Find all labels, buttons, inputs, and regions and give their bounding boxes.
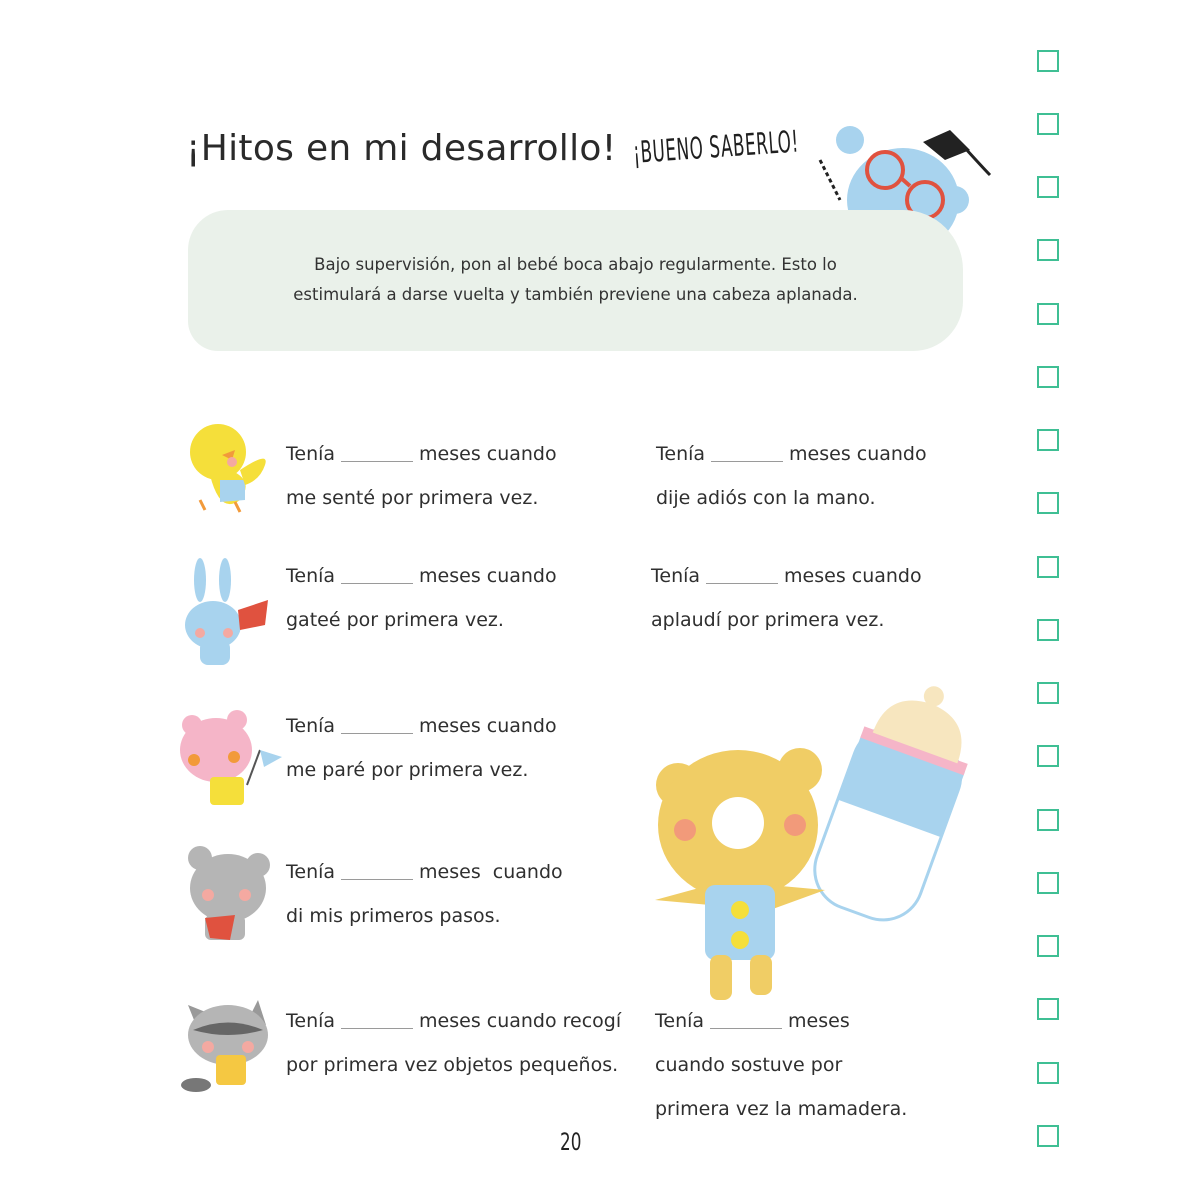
- milestone-when: meses cuando: [419, 715, 557, 737]
- months-blank[interactable]: [710, 1010, 782, 1029]
- checkbox[interactable]: [1037, 745, 1059, 767]
- milestone-text-continued: primera vez la mamadera.: [655, 1098, 908, 1120]
- checkbox[interactable]: [1037, 239, 1059, 261]
- checkbox[interactable]: [1037, 113, 1059, 135]
- checkbox[interactable]: [1037, 998, 1059, 1020]
- months-blank[interactable]: [341, 565, 413, 584]
- checkbox[interactable]: [1037, 492, 1059, 514]
- checkbox[interactable]: [1037, 682, 1059, 704]
- mouse-icon: [180, 840, 275, 955]
- milestone-text: gateé por primera vez.: [286, 609, 504, 631]
- milestone-lead: Tenía: [651, 565, 701, 587]
- bunny-icon: [180, 555, 275, 670]
- bear-with-bottle-icon: [650, 685, 970, 1005]
- milestone-text: aplaudí por primera vez.: [651, 609, 885, 631]
- milestone-2: [656, 432, 927, 520]
- checkbox[interactable]: [1037, 366, 1059, 388]
- milestone-when: meses cuando: [789, 443, 927, 465]
- checkbox[interactable]: [1037, 872, 1059, 894]
- pink-bear-icon: [172, 705, 287, 815]
- milestone-when: meses cuando: [419, 443, 557, 465]
- checkbox[interactable]: [1037, 556, 1059, 578]
- months-blank[interactable]: [711, 443, 783, 462]
- tip-line-1: Bajo supervisión, pon al bebé boca abajo regularmente. Esto lo: [314, 255, 837, 274]
- months-blank[interactable]: [341, 1010, 413, 1029]
- milestone-lead: Tenía: [286, 443, 336, 465]
- milestone-lead: Tenía: [286, 715, 336, 737]
- milestone-4: [651, 554, 922, 642]
- milestone-3: [286, 554, 557, 642]
- tip-text: [188, 250, 963, 310]
- checkbox[interactable]: [1037, 619, 1059, 641]
- milestone-when: meses cuando: [419, 565, 557, 587]
- checkbox[interactable]: [1037, 429, 1059, 451]
- checkbox[interactable]: [1037, 1062, 1059, 1084]
- milestone-when: meses cuando recogí: [419, 1010, 622, 1032]
- checkbox[interactable]: [1037, 1125, 1059, 1147]
- milestone-6: [286, 850, 563, 938]
- milestone-7: [286, 999, 621, 1087]
- months-blank[interactable]: [706, 565, 778, 584]
- months-blank[interactable]: [341, 715, 413, 734]
- months-blank[interactable]: [341, 861, 413, 880]
- milestone-lead: Tenía: [656, 443, 706, 465]
- checkbox[interactable]: [1037, 176, 1059, 198]
- good-to-know-badge: ¡BUENO SABERLO!: [632, 124, 800, 171]
- milestone-text: di mis primeros pasos.: [286, 905, 501, 927]
- checkbox[interactable]: [1037, 303, 1059, 325]
- milestone-lead: Tenía: [286, 1010, 336, 1032]
- chick-icon: [180, 420, 275, 515]
- tip-line-2: estimulará a darse vuelta y también previene una cabeza aplanada.: [293, 285, 858, 304]
- milestone-when: meses cuando: [419, 861, 563, 883]
- milestone-lead: Tenía: [655, 1010, 705, 1032]
- checkbox[interactable]: [1037, 809, 1059, 831]
- milestone-text: cuando sostuve por: [655, 1054, 843, 1076]
- milestone-5: [286, 704, 557, 792]
- page-title: ¡Hitos en mi desarrollo!: [186, 128, 617, 169]
- milestone-when: meses cuando: [784, 565, 922, 587]
- milestone-8: [655, 999, 907, 1131]
- months-blank[interactable]: [341, 443, 413, 462]
- page-number: 20: [560, 1128, 582, 1156]
- milestone-lead: Tenía: [286, 861, 336, 883]
- milestone-when: meses: [788, 1010, 850, 1032]
- milestone-lead: Tenía: [286, 565, 336, 587]
- milestone-text: dije adiós con la mano.: [656, 487, 876, 509]
- milestone-text: me paré por primera vez.: [286, 759, 529, 781]
- checkbox[interactable]: [1037, 935, 1059, 957]
- raccoon-icon: [178, 995, 278, 1100]
- milestone-text: por primera vez objetos pequeños.: [286, 1054, 619, 1076]
- milestone-1: [286, 432, 557, 520]
- milestone-text: me senté por primera vez.: [286, 487, 539, 509]
- checkbox[interactable]: [1037, 50, 1059, 72]
